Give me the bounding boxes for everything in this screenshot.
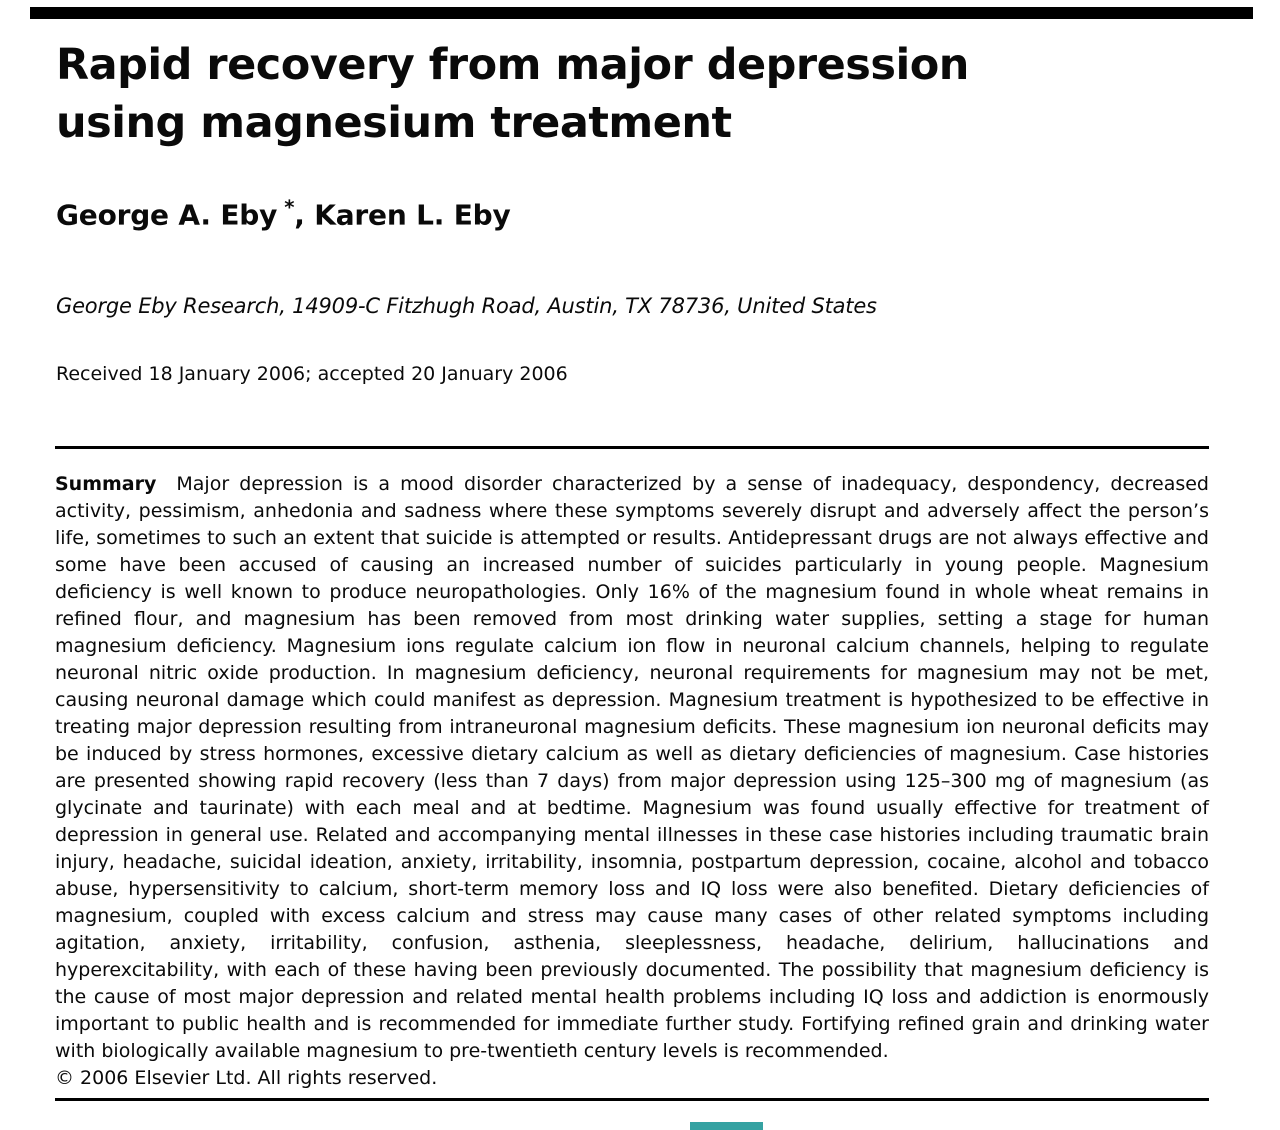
paper-title-line2: using magnesium treatment bbox=[56, 98, 732, 148]
author-line bbox=[56, 196, 511, 231]
paper-title bbox=[56, 36, 1156, 152]
header-black-bar bbox=[30, 7, 1253, 19]
bottom-teal-fragment bbox=[690, 1122, 763, 1130]
paper-title-line1: Rapid recovery from major depression bbox=[56, 40, 969, 90]
author-primary: George A. Eby bbox=[56, 198, 278, 232]
affiliation-line: George Eby Research, 14909-C Fitzhugh Road, Austin, TX 78736, United States bbox=[56, 294, 877, 318]
abstract-top-rule bbox=[55, 446, 1209, 449]
corresponding-author-asterisk: * bbox=[284, 196, 295, 219]
summary-label: Summary bbox=[55, 473, 157, 495]
received-accepted-dates: Received 18 January 2006; accepted 20 January 2006 bbox=[56, 363, 568, 385]
summary-text: Major depression is a mood disorder characterized by a sense of inadequacy, despondency, decreased activity, pessimism, anhedonia and sadness where these symptoms severely disrupt and adversely affect the person’s life, sometimes to such an extent that suicide is attempted or results. Antidepressant drugs are not always effective and some have been accused of causing an increased number of suicides particularly in young people. Magnesium deficiency is well known to produce neuropathologies. Only 16% of the magnesium found in whole wheat remains in refined flour, and magnesium has been removed from most drinking water supplies, setting a stage for human magnesium deficiency. Magnesium ions regulate calcium ion flow in neuronal calcium channels, helping to regulate neuronal nitric oxide production. In magnesium deficiency, neuronal requirements for magnesium may not be met, causing neuronal damage which could manifest as depression. Magnesium treatment is hypothesized to be effective in treating major depression resulting from intraneuronal magnesium deficits. These magnesium ion neuronal deficits may be induced by stress hormones, excessive dietary calcium as well as dietary deficiencies of magnesium. Case histories are presented showing rapid recovery (less than 7 days) from major depression using 125–300 mg of magnesium (as glycinate and taurinate) with each meal and at bedtime. Magnesium was found usually effective for treatment of depression in general use. Related and accompanying mental illnesses in these case histories including traumatic brain injury, headache, suicidal ideation, anxiety, irritability, insomnia, postpartum depression, cocaine, alcohol and tobacco abuse, hypersensitivity to calcium, short-term memory loss and IQ loss were also benefited. Dietary deficiencies of magnesium, coupled with excess calcium and stress may cause many cases of other related symptoms including agitation, anxiety, irritability, confusion, asthenia, sleeplessness, headache, delirium, hallucinations and hyperexcitability, with each of these having been previously documented. The possibility that magnesium deficiency is the cause of most major depression and related mental health problems including IQ loss and addiction is enormously important to public health and is recommended for immediate further study. Fortifying refined grain and drinking water with biologically available magnesium to pre-twentieth century levels is recommended. bbox=[55, 473, 1209, 1062]
copyright-line: © 2006 Elsevier Ltd. All rights reserved. bbox=[55, 1067, 438, 1089]
abstract-bottom-rule bbox=[55, 1098, 1209, 1101]
summary-section bbox=[55, 471, 1209, 1092]
author-secondary: , Karen L. Eby bbox=[294, 198, 511, 232]
summary-paragraph bbox=[55, 471, 1209, 1065]
